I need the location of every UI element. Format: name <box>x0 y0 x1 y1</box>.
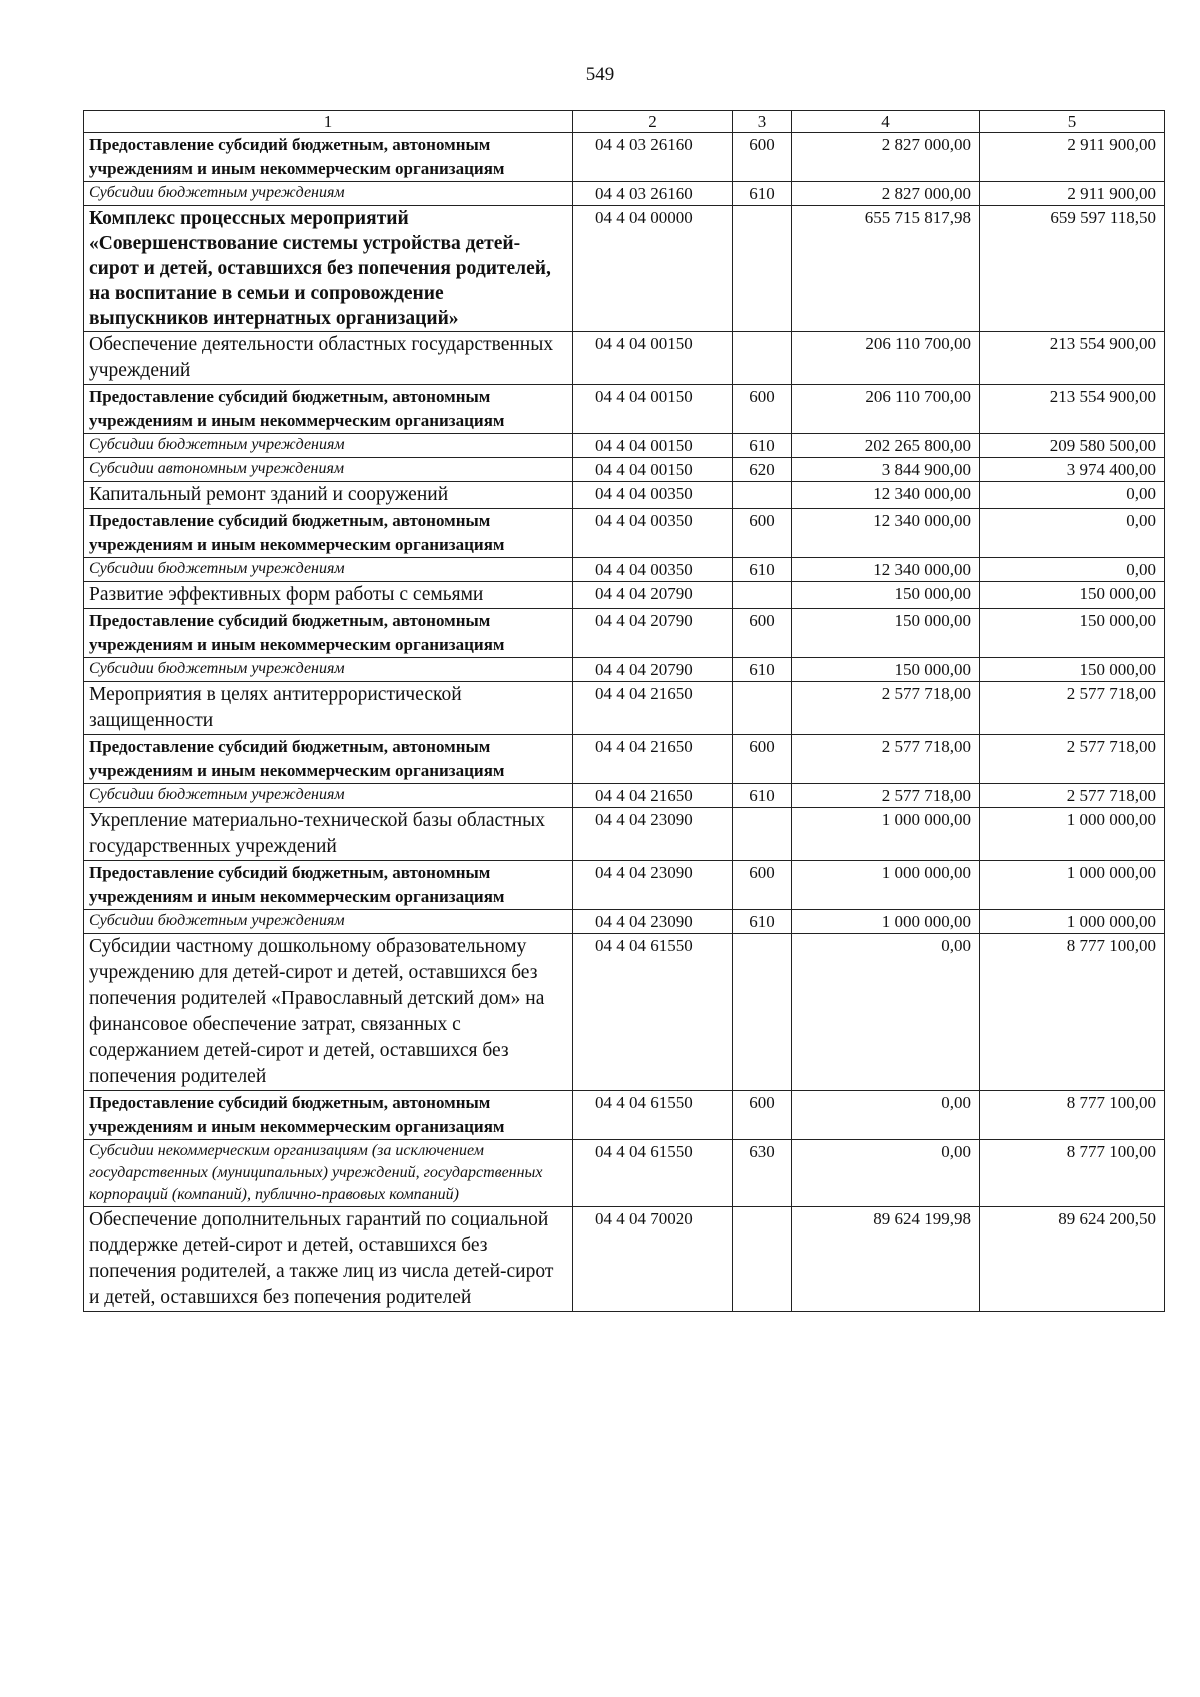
row-type: 600 <box>733 385 792 434</box>
row-type: 610 <box>733 658 792 682</box>
row-code: 04 4 04 00150 <box>573 434 733 458</box>
table-row <box>84 784 1165 808</box>
row-value-col4: 12 340 000,00 <box>792 482 980 509</box>
row-code: 04 4 04 20790 <box>573 582 733 609</box>
table-row <box>84 558 1165 582</box>
row-value-col4: 2 827 000,00 <box>792 133 980 182</box>
row-type <box>733 482 792 509</box>
row-name: Субсидии автономным учреждениям <box>84 458 573 482</box>
row-type <box>733 582 792 609</box>
row-name: Предоставление субсидий бюджетным, автономным учреждениям и иным некоммерческим организациям <box>84 385 573 434</box>
row-value-col4: 0,00 <box>792 934 980 1091</box>
row-type <box>733 808 792 861</box>
table-header-row <box>84 111 1165 133</box>
table-row <box>84 1091 1165 1140</box>
row-type: 610 <box>733 910 792 934</box>
table-row <box>84 609 1165 658</box>
row-type: 600 <box>733 735 792 784</box>
row-name: Субсидии бюджетным учреждениям <box>84 658 573 682</box>
row-value-col4: 150 000,00 <box>792 609 980 658</box>
row-value-col5: 2 577 718,00 <box>980 735 1165 784</box>
row-value-col4: 206 110 700,00 <box>792 332 980 385</box>
row-code: 04 4 04 00350 <box>573 509 733 558</box>
row-name: Субсидии некоммерческим организациям (за исключением государственных (муниципальных) учреждений, государственных корпораций (компаний), публично-правовых компаний) <box>84 1140 573 1207</box>
row-value-col5: 150 000,00 <box>980 658 1165 682</box>
table-row <box>84 582 1165 609</box>
row-type <box>733 682 792 735</box>
row-name: Мероприятия в целях антитеррористической защищенности <box>84 682 573 735</box>
row-code: 04 4 04 23090 <box>573 910 733 934</box>
row-code: 04 4 04 00350 <box>573 558 733 582</box>
row-name: Предоставление субсидий бюджетным, автономным учреждениям и иным некоммерческим организациям <box>84 735 573 784</box>
row-value-col4: 2 577 718,00 <box>792 735 980 784</box>
row-value-col5: 209 580 500,00 <box>980 434 1165 458</box>
row-name: Обеспечение деятельности областных государственных учреждений <box>84 332 573 385</box>
table-row <box>84 910 1165 934</box>
row-type: 600 <box>733 1091 792 1140</box>
row-code: 04 4 04 70020 <box>573 1207 733 1312</box>
row-value-col5: 0,00 <box>980 558 1165 582</box>
table-row <box>84 682 1165 735</box>
row-value-col4: 2 577 718,00 <box>792 784 980 808</box>
table-row <box>84 1207 1165 1312</box>
row-code: 04 4 03 26160 <box>573 133 733 182</box>
row-value-col4: 1 000 000,00 <box>792 910 980 934</box>
row-value-col5: 2 911 900,00 <box>980 182 1165 206</box>
table-row <box>84 133 1165 182</box>
row-type: 610 <box>733 784 792 808</box>
row-value-col5: 8 777 100,00 <box>980 934 1165 1091</box>
row-name: Субсидии бюджетным учреждениям <box>84 910 573 934</box>
table-row <box>84 206 1165 332</box>
row-value-col4: 0,00 <box>792 1091 980 1140</box>
row-name: Обеспечение дополнительных гарантий по социальной поддержке детей-сирот и детей, оставшихся без попечения родителей, а также лиц из числа детей-сирот и детей, оставшихся без попечения родителей <box>84 1207 573 1312</box>
row-name: Предоставление субсидий бюджетным, автономным учреждениям и иным некоммерческим организациям <box>84 133 573 182</box>
row-type: 620 <box>733 458 792 482</box>
column-header: 5 <box>980 111 1165 133</box>
row-value-col5: 1 000 000,00 <box>980 910 1165 934</box>
row-value-col5: 89 624 200,50 <box>980 1207 1165 1312</box>
row-value-col4: 2 827 000,00 <box>792 182 980 206</box>
row-value-col5: 1 000 000,00 <box>980 861 1165 910</box>
table-row <box>84 332 1165 385</box>
row-code: 04 4 04 61550 <box>573 1091 733 1140</box>
table-row <box>84 808 1165 861</box>
page-number: 549 <box>585 64 615 85</box>
row-type: 600 <box>733 609 792 658</box>
row-value-col5: 213 554 900,00 <box>980 385 1165 434</box>
row-value-col4: 12 340 000,00 <box>792 558 980 582</box>
row-value-col5: 2 911 900,00 <box>980 133 1165 182</box>
row-code: 04 4 04 00150 <box>573 458 733 482</box>
row-code: 04 4 04 61550 <box>573 1140 733 1207</box>
row-value-col5: 2 577 718,00 <box>980 682 1165 735</box>
row-type: 630 <box>733 1140 792 1207</box>
row-code: 04 4 04 23090 <box>573 808 733 861</box>
row-code: 04 4 04 20790 <box>573 658 733 682</box>
row-value-col5: 1 000 000,00 <box>980 808 1165 861</box>
row-type <box>733 1207 792 1312</box>
budget-table <box>83 110 1165 1312</box>
row-name: Субсидии бюджетным учреждениям <box>84 182 573 206</box>
table-row <box>84 434 1165 458</box>
table-row <box>84 1140 1165 1207</box>
row-code: 04 4 04 21650 <box>573 682 733 735</box>
column-header: 1 <box>84 111 573 133</box>
row-type <box>733 332 792 385</box>
table-row <box>84 385 1165 434</box>
row-code: 04 4 04 21650 <box>573 784 733 808</box>
row-code: 04 4 04 61550 <box>573 934 733 1091</box>
row-type: 600 <box>733 133 792 182</box>
row-value-col4: 150 000,00 <box>792 658 980 682</box>
row-name: Предоставление субсидий бюджетным, автономным учреждениям и иным некоммерческим организациям <box>84 509 573 558</box>
row-value-col4: 1 000 000,00 <box>792 861 980 910</box>
row-value-col4: 150 000,00 <box>792 582 980 609</box>
row-type: 610 <box>733 558 792 582</box>
table-row <box>84 934 1165 1091</box>
row-value-col4: 12 340 000,00 <box>792 509 980 558</box>
table-row <box>84 482 1165 509</box>
row-name: Субсидии бюджетным учреждениям <box>84 784 573 808</box>
row-value-col4: 2 577 718,00 <box>792 682 980 735</box>
row-name: Капитальный ремонт зданий и сооружений <box>84 482 573 509</box>
row-name: Предоставление субсидий бюджетным, автономным учреждениям и иным некоммерческим организациям <box>84 609 573 658</box>
row-name: Субсидии частному дошкольному образовательному учреждению для детей-сирот и детей, оставшихся без попечения родителей «Православный детский дом» на финансовое обеспечение затрат, связанных с содержанием детей-сирот и детей, оставшихся без попечения родителей <box>84 934 573 1091</box>
row-name: Субсидии бюджетным учреждениям <box>84 434 573 458</box>
row-value-col4: 655 715 817,98 <box>792 206 980 332</box>
row-name: Развитие эффективных форм работы с семьями <box>84 582 573 609</box>
row-code: 04 4 04 21650 <box>573 735 733 784</box>
row-value-col5: 213 554 900,00 <box>980 332 1165 385</box>
row-name: Комплекс процессных мероприятий «Совершенствование системы устройства детей-сирот и детей, оставшихся без попечения родителей, на воспитание в семьи и сопровождение выпускников интернатных организаций» <box>84 206 573 332</box>
row-value-col4: 0,00 <box>792 1140 980 1207</box>
column-header: 2 <box>573 111 733 133</box>
table-row <box>84 735 1165 784</box>
row-value-col4: 206 110 700,00 <box>792 385 980 434</box>
row-name: Субсидии бюджетным учреждениям <box>84 558 573 582</box>
row-value-col4: 202 265 800,00 <box>792 434 980 458</box>
row-name: Предоставление субсидий бюджетным, автономным учреждениям и иным некоммерческим организациям <box>84 861 573 910</box>
table-row <box>84 182 1165 206</box>
row-value-col4: 3 844 900,00 <box>792 458 980 482</box>
row-value-col5: 8 777 100,00 <box>980 1091 1165 1140</box>
row-value-col5: 0,00 <box>980 482 1165 509</box>
row-value-col5: 150 000,00 <box>980 609 1165 658</box>
row-type <box>733 206 792 332</box>
row-value-col5: 659 597 118,50 <box>980 206 1165 332</box>
row-value-col5: 150 000,00 <box>980 582 1165 609</box>
column-header: 4 <box>792 111 980 133</box>
row-code: 04 4 04 20790 <box>573 609 733 658</box>
row-code: 04 4 04 00000 <box>573 206 733 332</box>
row-code: 04 4 04 00150 <box>573 385 733 434</box>
row-code: 04 4 04 23090 <box>573 861 733 910</box>
table-row <box>84 458 1165 482</box>
row-value-col4: 89 624 199,98 <box>792 1207 980 1312</box>
row-type: 610 <box>733 434 792 458</box>
row-code: 04 4 04 00150 <box>573 332 733 385</box>
row-code: 04 4 03 26160 <box>573 182 733 206</box>
row-type <box>733 934 792 1091</box>
row-value-col5: 0,00 <box>980 509 1165 558</box>
table-row <box>84 509 1165 558</box>
row-value-col5: 2 577 718,00 <box>980 784 1165 808</box>
row-name: Укрепление материально-технической базы областных государственных учреждений <box>84 808 573 861</box>
row-type: 610 <box>733 182 792 206</box>
row-value-col4: 1 000 000,00 <box>792 808 980 861</box>
row-value-col5: 8 777 100,00 <box>980 1140 1165 1207</box>
row-value-col5: 3 974 400,00 <box>980 458 1165 482</box>
row-type: 600 <box>733 861 792 910</box>
table-row <box>84 861 1165 910</box>
row-name: Предоставление субсидий бюджетным, автономным учреждениям и иным некоммерческим организациям <box>84 1091 573 1140</box>
row-code: 04 4 04 00350 <box>573 482 733 509</box>
row-type: 600 <box>733 509 792 558</box>
table-row <box>84 658 1165 682</box>
column-header: 3 <box>733 111 792 133</box>
